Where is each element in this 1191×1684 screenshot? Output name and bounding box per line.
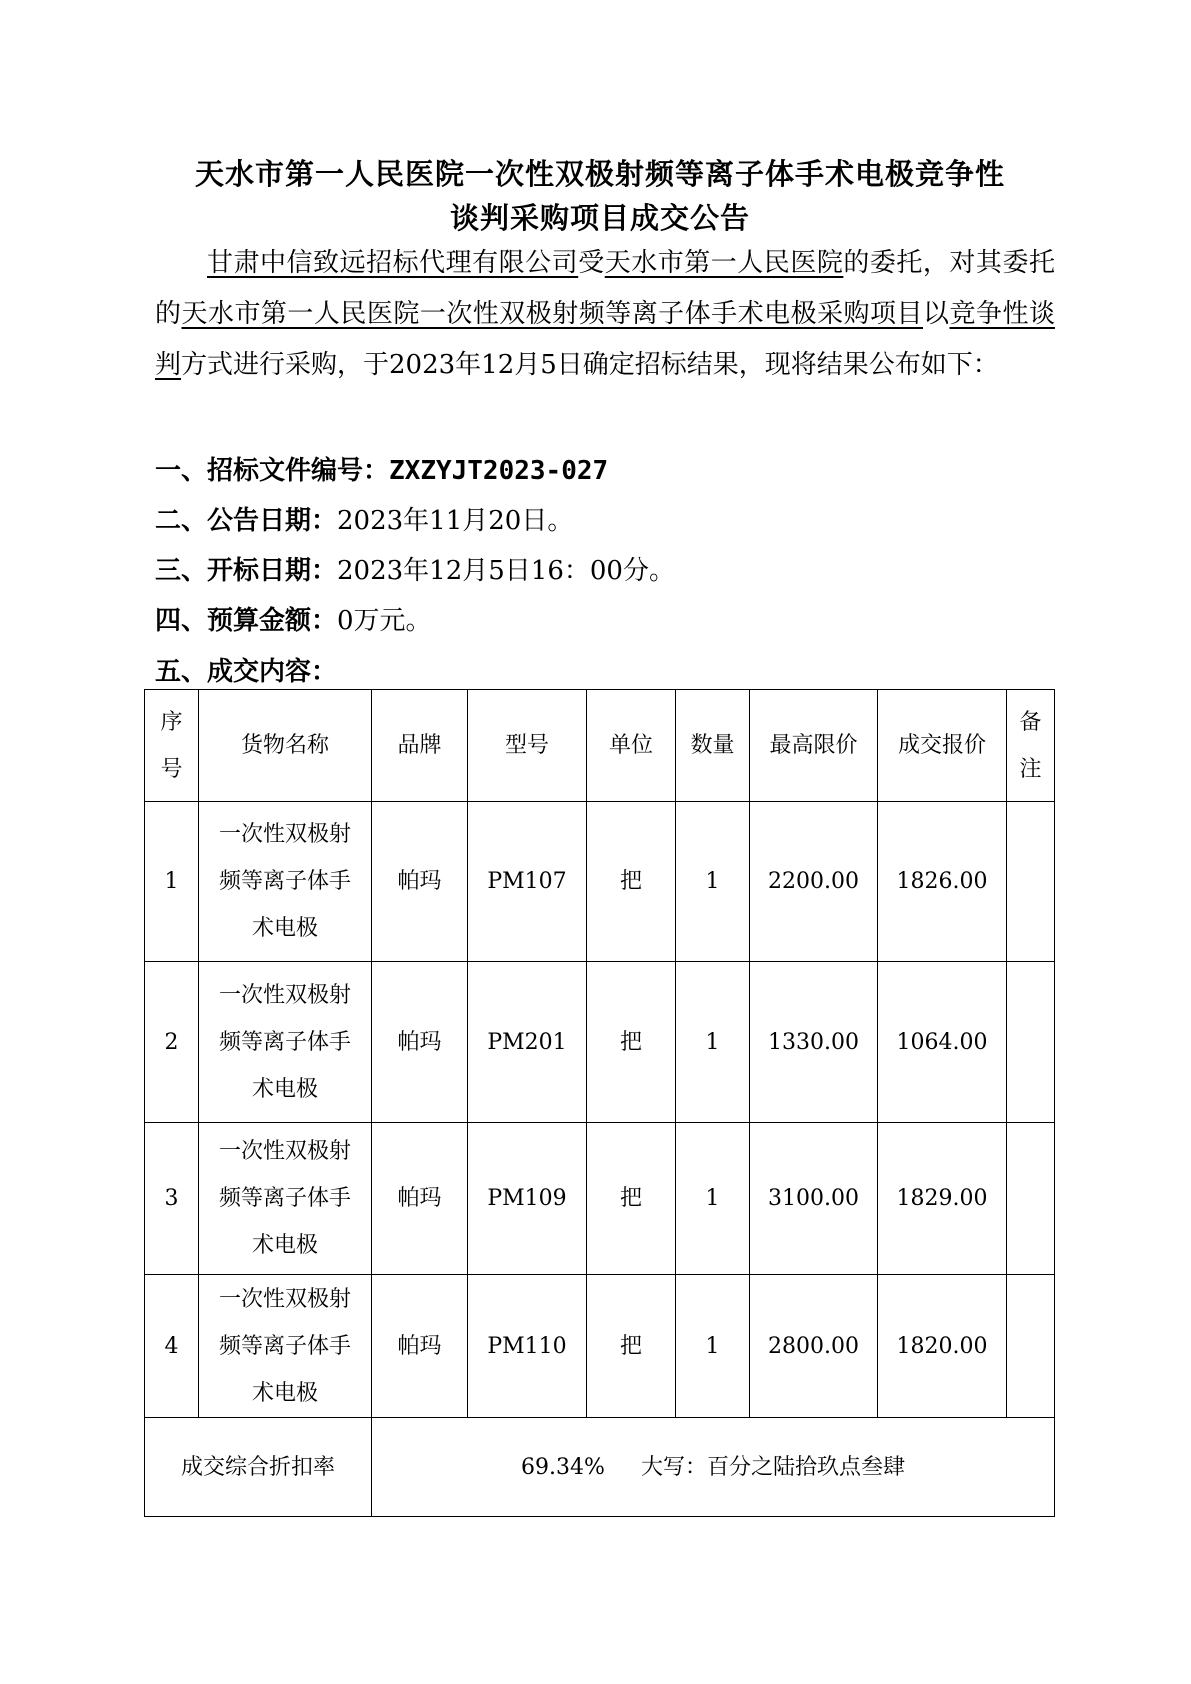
header-cell: 备注 [1007, 690, 1055, 802]
cell-deal-price: 1826.00 [878, 802, 1007, 962]
table-row [145, 1275, 1055, 1418]
cell-name: 一次性双极射频等离子体手术电极 [199, 1275, 372, 1418]
cell-name: 一次性双极射频等离子体手术电极 [199, 1123, 372, 1275]
summary-label: 成交综合折扣率 [145, 1418, 372, 1517]
cell-brand: 帕玛 [372, 1123, 468, 1275]
intro-text: 受 [578, 248, 605, 278]
cell-name: 一次性双极射频等离子体手术电极 [199, 802, 372, 962]
cell-model: PM110 [468, 1275, 587, 1418]
procurement-method: 竞争性谈判 [155, 299, 1055, 380]
intro-paragraph [155, 238, 1055, 391]
section-label: 二、公告日期： [155, 506, 338, 536]
doc-title-line1: 天水市第一人民医院一次性双极射频等离子体手术电极竞争性 [194, 157, 1005, 191]
header-cell: 最高限价 [750, 690, 878, 802]
cell-brand: 帕玛 [372, 1275, 468, 1418]
cell-model: PM201 [468, 962, 587, 1123]
cell-no: 4 [145, 1275, 199, 1418]
cell-note [1007, 802, 1055, 962]
discount-rate: 69.34% [521, 1454, 605, 1480]
table-row [145, 962, 1055, 1123]
cell-model: PM107 [468, 802, 587, 962]
intro-text: 以 [923, 299, 950, 329]
project-name: 天水市第一人民医院一次性双极射频等离子体手术电极采购项目 [181, 299, 924, 329]
cell-max-price: 2800.00 [750, 1275, 878, 1418]
doc-title-line2: 谈判采购项目成交公告 [449, 201, 750, 235]
header-cell: 品牌 [372, 690, 468, 802]
header-cell: 货物名称 [199, 690, 372, 802]
discount-rate-words: 大写：百分之陆拾玖点叁肆 [640, 1454, 905, 1480]
cell-note [1007, 1275, 1055, 1418]
cell-qty: 1 [676, 1123, 750, 1275]
header-cell: 型号 [468, 690, 587, 802]
section-value: 2023年11月20日。 [337, 506, 574, 536]
cell-max-price: 3100.00 [750, 1123, 878, 1275]
header-cell: 单位 [587, 690, 676, 802]
section-announce-date [155, 500, 573, 537]
cell-brand: 帕玛 [372, 962, 468, 1123]
cell-no: 1 [145, 802, 199, 962]
cell-no: 2 [145, 962, 199, 1123]
cell-model: PM109 [468, 1123, 587, 1275]
section-content [155, 651, 337, 688]
table-row [145, 1123, 1055, 1275]
section-label: 三、开标日期： [155, 556, 338, 586]
section-value: ZXZYJT2023-027 [389, 456, 609, 486]
section-open-date [155, 550, 675, 587]
cell-no: 3 [145, 1123, 199, 1275]
cell-note [1007, 962, 1055, 1123]
result-table [144, 689, 1055, 1517]
cell-unit: 把 [587, 1123, 676, 1275]
cell-unit: 把 [587, 962, 676, 1123]
cell-qty: 1 [676, 802, 750, 962]
cell-qty: 1 [676, 1275, 750, 1418]
section-label: 五、成交内容： [155, 657, 338, 687]
section-value: 2023年12月5日16：00分。 [337, 556, 675, 586]
cell-brand: 帕玛 [372, 802, 468, 962]
section-label: 一、招标文件编号： [155, 456, 390, 486]
summary-value [372, 1418, 1055, 1517]
cell-deal-price: 1829.00 [878, 1123, 1007, 1275]
intro-text: 方式进行采购，于2023年12月5日确定招标结果，现将结果公布如下： [181, 350, 999, 380]
cell-qty: 1 [676, 962, 750, 1123]
client-name: 天水市第一人民医院 [604, 248, 844, 278]
cell-note [1007, 1123, 1055, 1275]
intro-text: 的委托，对其委托的 [155, 248, 1055, 329]
section-label: 四、预算金额： [155, 606, 338, 636]
header-cell: 数量 [676, 690, 750, 802]
cell-unit: 把 [587, 1275, 676, 1418]
section-value: 0万元。 [337, 606, 432, 636]
header-cell: 序号 [145, 690, 199, 802]
section-budget [155, 600, 432, 637]
cell-max-price: 1330.00 [750, 962, 878, 1123]
table-row [145, 802, 1055, 962]
header-cell: 成交报价 [878, 690, 1007, 802]
cell-max-price: 2200.00 [750, 802, 878, 962]
section-file-number [155, 450, 608, 487]
table-header-row [145, 690, 1055, 802]
cell-deal-price: 1820.00 [878, 1275, 1007, 1418]
cell-unit: 把 [587, 802, 676, 962]
cell-deal-price: 1064.00 [878, 962, 1007, 1123]
cell-name: 一次性双极射频等离子体手术电极 [199, 962, 372, 1123]
summary-row [145, 1418, 1055, 1517]
agency-name: 甘肃中信致远招标代理有限公司 [207, 248, 579, 278]
